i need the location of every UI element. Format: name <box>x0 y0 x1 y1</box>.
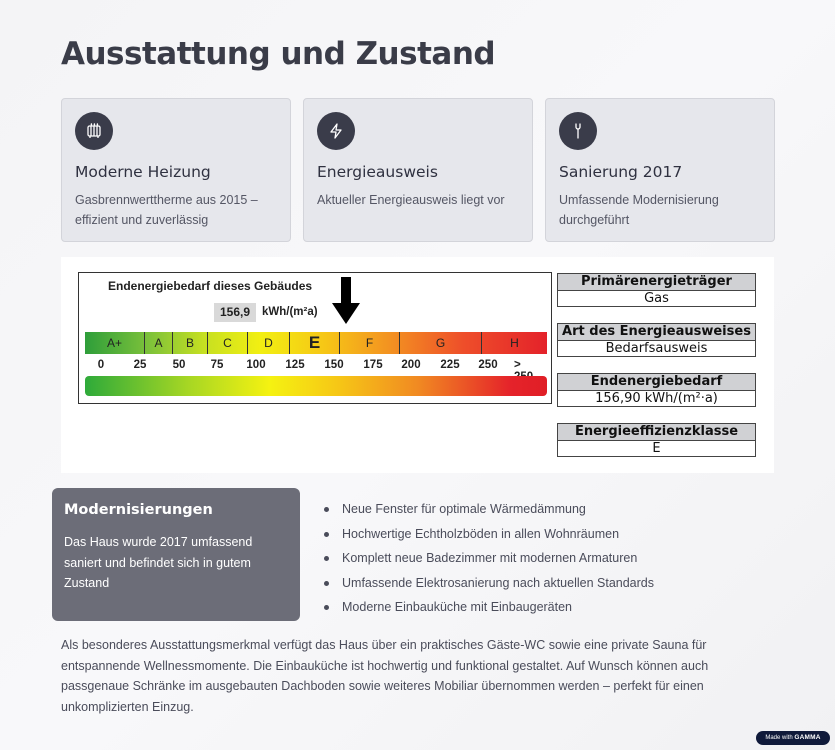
energy-value: 156,9 <box>214 303 256 322</box>
info-label: Energieeffizienzklasse <box>558 424 755 441</box>
card-title: Energieausweis <box>317 163 438 181</box>
energy-tick-8: 200 <box>401 359 421 371</box>
info-label: Endenergiebedarf <box>558 374 755 391</box>
list-item: Hochwertige Echtholzböden in allen Wohnräumen <box>322 524 654 549</box>
energy-class-2: B <box>173 332 208 354</box>
energy-class-5: E <box>290 332 340 354</box>
modernization-box <box>52 488 300 621</box>
energy-tick-10: 250 <box>478 359 498 371</box>
energy-class-3: C <box>208 332 248 354</box>
energy-tick-11: > <box>514 359 521 371</box>
energy-tick-2: 50 <box>172 359 186 371</box>
card-title: Sanierung 2017 <box>559 163 683 181</box>
energy-tick-7: 175 <box>363 359 383 371</box>
energy-class-6: F <box>340 332 400 354</box>
energy-class-8: H <box>510 336 519 350</box>
feature-list <box>322 499 654 622</box>
energy-class-7: G <box>400 332 482 354</box>
energy-certificate <box>61 257 774 473</box>
energy-tick-1: 25 <box>133 359 147 371</box>
info-value: Bedarfsausweis <box>605 341 708 356</box>
badge-brand: GAMMA <box>794 734 821 741</box>
list-item: Neue Fenster für optimale Wärmedämmung <box>322 499 654 524</box>
energy-scale <box>78 272 552 404</box>
page-title: Ausstattung und Zustand <box>61 36 496 72</box>
badge-prefix: Made with <box>765 735 793 741</box>
modernization-description: Das Haus wurde 2017 umfassend saniert und befindet sich in gutem Zustand <box>64 535 253 590</box>
energy-tick-6: 150 <box>324 359 344 371</box>
energy-class-1: A <box>145 332 173 354</box>
lightning-icon <box>317 112 355 150</box>
feature-card-renovation <box>545 98 775 242</box>
energy-class-0: A+ <box>85 332 145 354</box>
arrow-down-icon <box>331 277 361 325</box>
info-value: E <box>652 441 661 456</box>
energy-tick-4: 100 <box>246 359 266 371</box>
info-label: Art des Energieausweises <box>558 324 755 341</box>
list-item: Umfassende Elektrosanierung nach aktuellen Standards <box>322 573 654 598</box>
energy-scale-title: Endenergiebedarf dieses Gebäudes <box>108 279 313 293</box>
feature-card-heating <box>61 98 291 242</box>
feature-card-energy-certificate <box>303 98 533 242</box>
info-certificate-type <box>557 323 756 357</box>
wrench-icon <box>559 112 597 150</box>
info-value: 156,90 kWh/(m²·a) <box>595 391 718 406</box>
energy-class-4: D <box>248 332 290 354</box>
energy-tick-5: 125 <box>285 359 305 371</box>
radiator-icon <box>75 112 113 150</box>
info-final-energy-demand <box>557 373 756 407</box>
list-item: Komplett neue Badezimmer mit modernen Armaturen <box>322 548 654 573</box>
energy-scale-ticks <box>79 359 553 373</box>
description-paragraph: Als besonderes Ausstattungsmerkmal verfügt das Haus über ein praktisches Gäste-WC sowie eine private Sauna für entspannende Wellnessmomente. Die Einbauküche ist hochwertig und funktional gestaltet. Auf Wunsch können auch passgenaue Schränke im ausgebauten Dachboden sowie weiteres Mobiliar übernommen werden – perfekt für einen unkomplizierten Einzug. <box>61 638 709 714</box>
energy-unit: kWh/(m²a) <box>262 306 318 318</box>
energy-tick-0: 0 <box>97 359 105 371</box>
card-description: Aktueller Energieausweis liegt vor <box>317 193 505 207</box>
info-primary-energy-carrier <box>557 273 756 307</box>
info-efficiency-class <box>557 423 756 457</box>
energy-tick-3: 75 <box>210 359 224 371</box>
list-item: Moderne Einbauküche mit Einbaugeräten <box>322 597 654 622</box>
card-description: Gasbrennwerttherme aus 2015 – effizient und zuverlässig <box>75 193 258 227</box>
info-label: Primärenergieträger <box>558 274 755 291</box>
energy-tick-9: 225 <box>440 359 460 371</box>
card-description: Umfassende Modernisierung durchgeführt <box>559 193 719 227</box>
made-with-badge[interactable] <box>756 731 830 745</box>
energy-gradient-bar <box>85 376 547 396</box>
energy-class-bar <box>85 332 547 354</box>
info-value: Gas <box>644 291 669 306</box>
card-title: Moderne Heizung <box>75 163 211 181</box>
modernization-title: Modernisierungen <box>64 502 213 518</box>
